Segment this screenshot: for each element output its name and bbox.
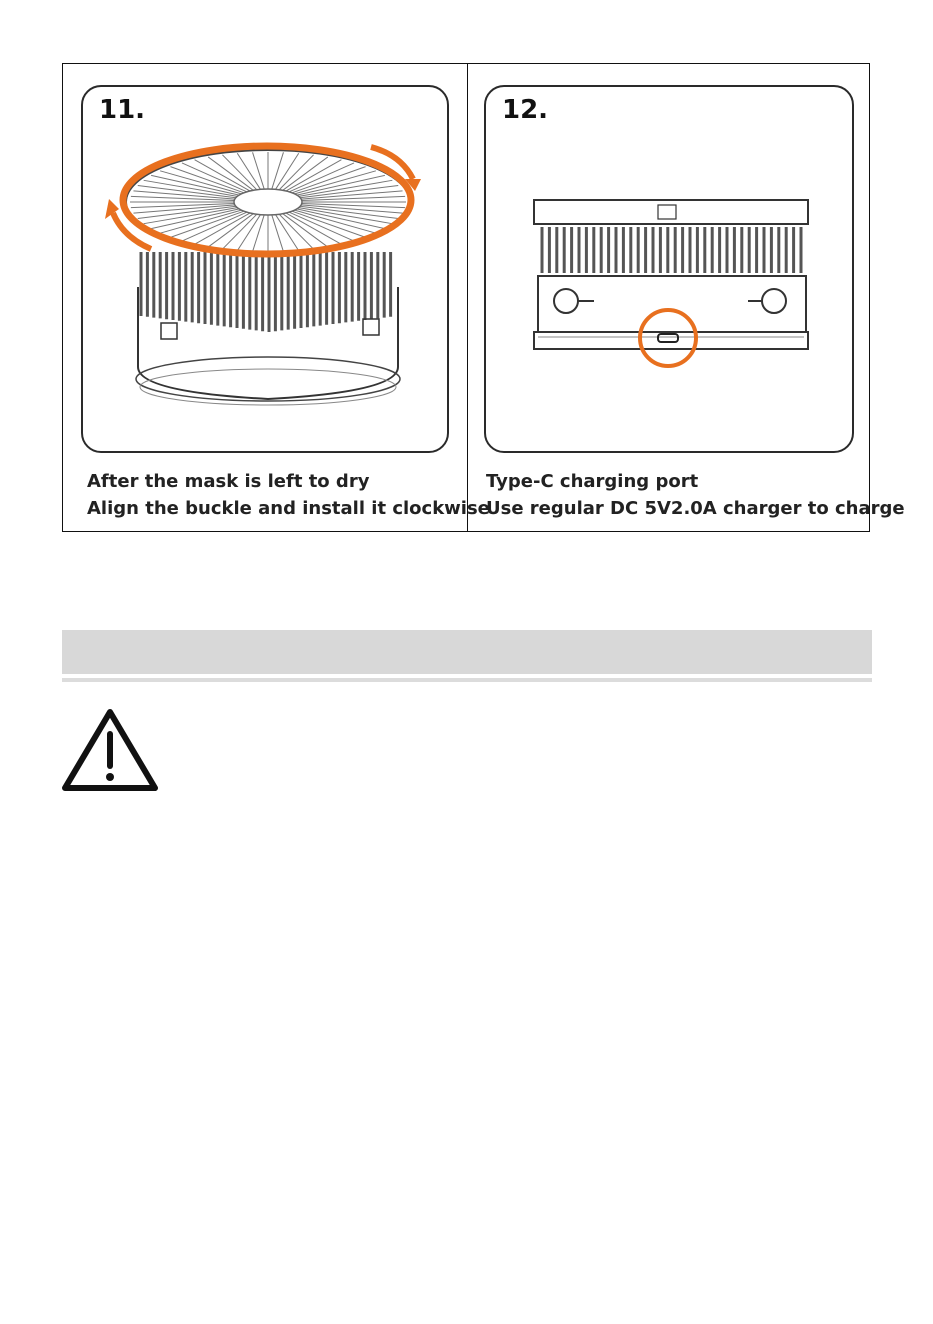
step-11-illustration-panel: [81, 85, 449, 453]
step-number: 11.: [99, 95, 146, 125]
step-number: 12.: [502, 95, 549, 125]
caption-line: Use regular DC 5V2.0A charger to charge: [486, 498, 905, 519]
fan-mask-install-illustration: [83, 87, 449, 453]
section-divider: [62, 678, 872, 682]
section-header-bar: [62, 630, 872, 674]
warning-triangle-icon: [60, 706, 160, 794]
caption-line: After the mask is left to dry: [87, 471, 370, 492]
step-12-caption: [486, 468, 905, 522]
step-12-cell: [468, 64, 905, 531]
step-11-cell: [63, 64, 490, 531]
caption-line: Align the buckle and install it clockwise: [87, 498, 490, 519]
charging-port-illustration: [486, 87, 854, 453]
caption-line: Type-C charging port: [486, 471, 699, 492]
instruction-steps-table: [62, 63, 905, 532]
step-11-caption: [87, 468, 490, 522]
step-12-illustration-panel: [484, 85, 854, 453]
